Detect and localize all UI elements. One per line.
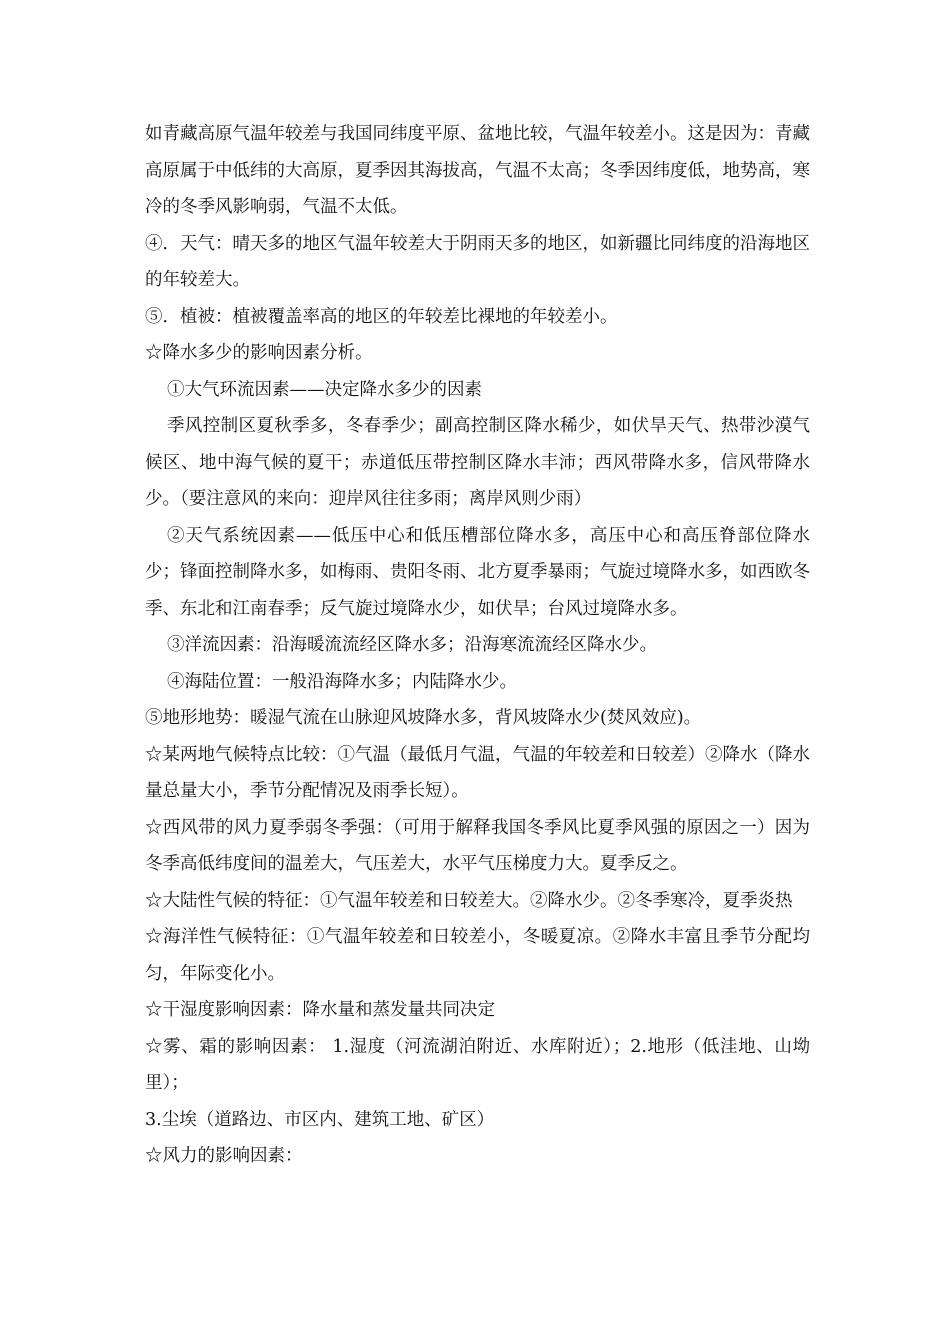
heading-precipitation-factors: ☆降水多少的影响因素分析。 [145, 343, 373, 363]
paragraph-vegetation-factor: ⑤．植被：植被覆盖率高的地区的年较差比裸地的年较差小。 [145, 306, 618, 327]
paragraph-continental-climate: ☆大陆性气候的特征：①气温年较差和日较差大。②降水少。②冬季寒冷，夏季炎热 [145, 890, 793, 911]
paragraph-monsoon-pressure-belts: 季风控制区夏秋季多，冬春季少；副高控制区降水稀少，如伏旱天气、热带沙漠气候区、地中海气候的夏干；赤道低压带控制区降水丰沛；西风带降水多，信风带降水少。（要注意风的来向：迎岸风往往多雨；离岸风则少雨） [145, 416, 810, 509]
paragraph-plateau-temperature: 如青藏高原气温年较差与我国同纬度平原、盆地比较，气温年较差小。这是因为：青藏高原属于中低纬的大高原，夏季因其海拔高，气温不太高；冬季因纬度低，地势高，寒冷的冬季风影响弱，气温不太低。 [145, 124, 810, 217]
paragraph-westerlies: ☆西风带的风力夏季弱冬季强：（可用于解释我国冬季风比夏季风强的原因之一）因为冬季高低纬度间的温差大，气压差大，水平气压梯度力大。夏季反之。 [145, 817, 810, 874]
document-body [145, 116, 810, 1175]
paragraph-fog-frost-factors: ☆雾、霜的影响因素： 1.湿度（河流湖泊附近、水库附近）；2.地形（低洼地、山坳里）； [145, 1036, 810, 1093]
paragraph-maritime-climate: ☆海洋性气候特征：①气温年较差和日较差小，冬暖夏凉。②降水丰富且季节分配均匀，年际变化小。 [145, 927, 810, 984]
heading-wind-factors: ☆风力的影响因素： [145, 1146, 303, 1166]
paragraph-land-sea-position: ④海陆位置：一般沿海降水多；内陆降水少。 [167, 671, 517, 692]
paragraph-terrain: ⑤地形地势：暖湿气流在山脉迎风坡降水多，背风坡降水少(焚风效应)。 [145, 708, 702, 728]
paragraph-humidity-factors: ☆干湿度影响因素：降水量和蒸发量共同决定 [145, 1000, 495, 1020]
paragraph-climate-comparison: ☆某两地气候特点比较：①气温（最低月气温，气温的年较差和日较差）②降水（降水量总量大小，季节分配情况及雨季长短）。 [145, 744, 810, 801]
paragraph-weather-systems: ②天气系统因素——低压中心和低压槽部位降水多，高压中心和高压脊部位降水少；锋面控制降水多，如梅雨、贵阳冬雨、北方夏季暴雨；气旋过境降水多，如西欧冬季、东北和江南春季；反气旋过境降水少，如伏旱；台风过境降水多。 [145, 525, 810, 619]
paragraph-weather-factor: ④．天气：晴天多的地区气温年较差大于阴雨天多的地区，如新疆比同纬度的沿海地区的年较差大。 [145, 233, 810, 290]
paragraph-dust-factor: 3.尘埃（道路边、市区内、建筑工地、矿区） [145, 1109, 495, 1130]
paragraph-ocean-currents: ③洋流因素：沿海暖流流经区降水多；沿海寒流流经区降水少。 [167, 635, 657, 655]
paragraph-atmospheric-circulation: ①大气环流因素——决定降水多少的因素 [167, 379, 482, 400]
